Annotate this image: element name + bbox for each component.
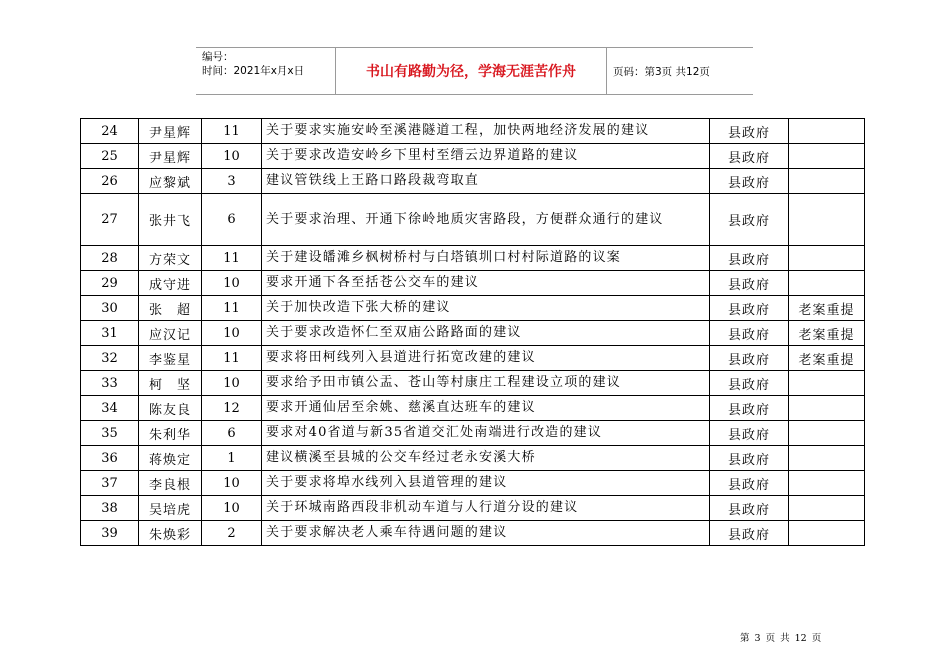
table-row [81,271,865,296]
handling-department: 县政府 [710,144,789,169]
row-number: 31 [81,321,139,346]
delegate-count: 6 [202,421,262,446]
handling-department: 县政府 [710,169,789,194]
delegate-count: 12 [202,396,262,421]
table-row [81,346,865,371]
table-row [81,471,865,496]
row-number: 24 [81,119,139,144]
handling-department: 县政府 [710,396,789,421]
handling-department: 县政府 [710,496,789,521]
row-number: 37 [81,471,139,496]
row-number: 39 [81,521,139,546]
proposer-name: 方荣文 [139,246,202,271]
delegate-count: 11 [202,296,262,321]
proposal-title: 要求将田柯线列入县道进行拓宽改建的建议 [262,346,710,371]
proposer-name: 尹星辉 [139,119,202,144]
proposal-title: 关于要求改造安岭乡下里村至缙云边界道路的建议 [262,144,710,169]
proposer-name: 成守进 [139,271,202,296]
proposer-name: 应黎斌 [139,169,202,194]
remark [789,421,865,446]
proposal-title: 关于要求将埠水线列入县道管理的建议 [262,471,710,496]
row-number: 38 [81,496,139,521]
handling-department: 县政府 [710,119,789,144]
proposer-name: 李良根 [139,471,202,496]
handling-department: 县政府 [710,296,789,321]
table-row [81,246,865,271]
remark [789,396,865,421]
handling-department: 县政府 [710,246,789,271]
table-row [81,321,865,346]
handling-department: 县政府 [710,194,789,246]
table-row [81,296,865,321]
row-number: 29 [81,271,139,296]
table-row [81,396,865,421]
delegate-count: 10 [202,321,262,346]
table-body [81,119,865,546]
remark [789,471,865,496]
proposal-title: 关于要求解决老人乘车待遇问题的建议 [262,521,710,546]
remark: 老案重提 [789,346,865,371]
remark [789,169,865,194]
delegate-count: 10 [202,371,262,396]
table-row [81,194,865,246]
row-number: 36 [81,446,139,471]
proposer-name: 吴培虎 [139,496,202,521]
handling-department: 县政府 [710,371,789,396]
delegate-count: 10 [202,496,262,521]
delegate-count: 10 [202,471,262,496]
table-row [81,144,865,169]
remark [789,496,865,521]
delegate-count: 6 [202,194,262,246]
table-row [81,446,865,471]
handling-department: 县政府 [710,521,789,546]
remark [789,371,865,396]
row-number: 32 [81,346,139,371]
motto: 书山有路勤为径，学海无涯苦作舟 [336,48,607,94]
table-row [81,119,865,144]
page-label: 页码：第3页 共12页 [613,65,710,78]
delegate-count: 3 [202,169,262,194]
table-row [81,371,865,396]
delegate-count: 1 [202,446,262,471]
remark [789,521,865,546]
remark [789,144,865,169]
row-number: 30 [81,296,139,321]
proposer-name: 柯 坚 [139,371,202,396]
proposer-name: 张 超 [139,296,202,321]
remark: 老案重提 [789,296,865,321]
proposer-name: 李鉴星 [139,346,202,371]
proposal-title: 要求开通下各至括苍公交车的建议 [262,271,710,296]
remark [789,194,865,246]
proposer-name: 朱焕彩 [139,521,202,546]
handling-department: 县政府 [710,346,789,371]
table-row [81,421,865,446]
remark [789,119,865,144]
proposer-name: 应汉记 [139,321,202,346]
proposal-title: 建议横溪至县城的公交车经过老永安溪大桥 [262,446,710,471]
proposer-name: 张井飞 [139,194,202,246]
row-number: 27 [81,194,139,246]
time-label: 时间：2021年x月x日 [202,65,305,77]
proposal-title: 关于要求治理、开通下徐岭地质灾害路段，方便群众通行的建议 [262,194,710,246]
delegate-count: 10 [202,144,262,169]
proposer-name: 朱利华 [139,421,202,446]
row-number: 33 [81,371,139,396]
table-row [81,169,865,194]
delegate-count: 11 [202,246,262,271]
proposer-name: 蒋焕定 [139,446,202,471]
proposer-name: 尹星辉 [139,144,202,169]
remark: 老案重提 [789,321,865,346]
page-footer: 第 3 页 共 12 页 [740,633,822,644]
remark [789,271,865,296]
proposer-name: 陈友良 [139,396,202,421]
delegate-count: 2 [202,521,262,546]
delegate-count: 11 [202,119,262,144]
page-header [196,47,753,95]
proposal-table [80,118,865,546]
table-row [81,496,865,521]
proposal-title: 要求给予田市镇公盂、苍山等村康庄工程建设立项的建议 [262,371,710,396]
proposal-title: 关于建设皤滩乡枫树桥村与白塔镇圳口村村际道路的议案 [262,246,710,271]
proposal-title: 关于要求改造怀仁至双庙公路路面的建议 [262,321,710,346]
proposal-title: 要求对40省道与新35省道交汇处南端进行改造的建议 [262,421,710,446]
delegate-count: 11 [202,346,262,371]
row-number: 26 [81,169,139,194]
row-number: 35 [81,421,139,446]
proposal-title: 关于加快改造下张大桥的建议 [262,296,710,321]
table-row [81,521,865,546]
row-number: 25 [81,144,139,169]
row-number: 28 [81,246,139,271]
handling-department: 县政府 [710,421,789,446]
header-meta [196,48,336,94]
handling-department: 县政府 [710,271,789,296]
handling-department: 县政府 [710,446,789,471]
proposal-title: 关于环城南路西段非机动车道与人行道分设的建议 [262,496,710,521]
proposal-title: 建议管铁线上王路口路段裁弯取直 [262,169,710,194]
delegate-count: 10 [202,271,262,296]
proposal-title: 要求开通仙居至余姚、慈溪直达班车的建议 [262,396,710,421]
remark [789,446,865,471]
number-label: 编号： [202,51,234,63]
row-number: 34 [81,396,139,421]
handling-department: 县政府 [710,321,789,346]
remark [789,246,865,271]
handling-department: 县政府 [710,471,789,496]
proposal-title: 关于要求实施安岭至溪港隧道工程，加快两地经济发展的建议 [262,119,710,144]
